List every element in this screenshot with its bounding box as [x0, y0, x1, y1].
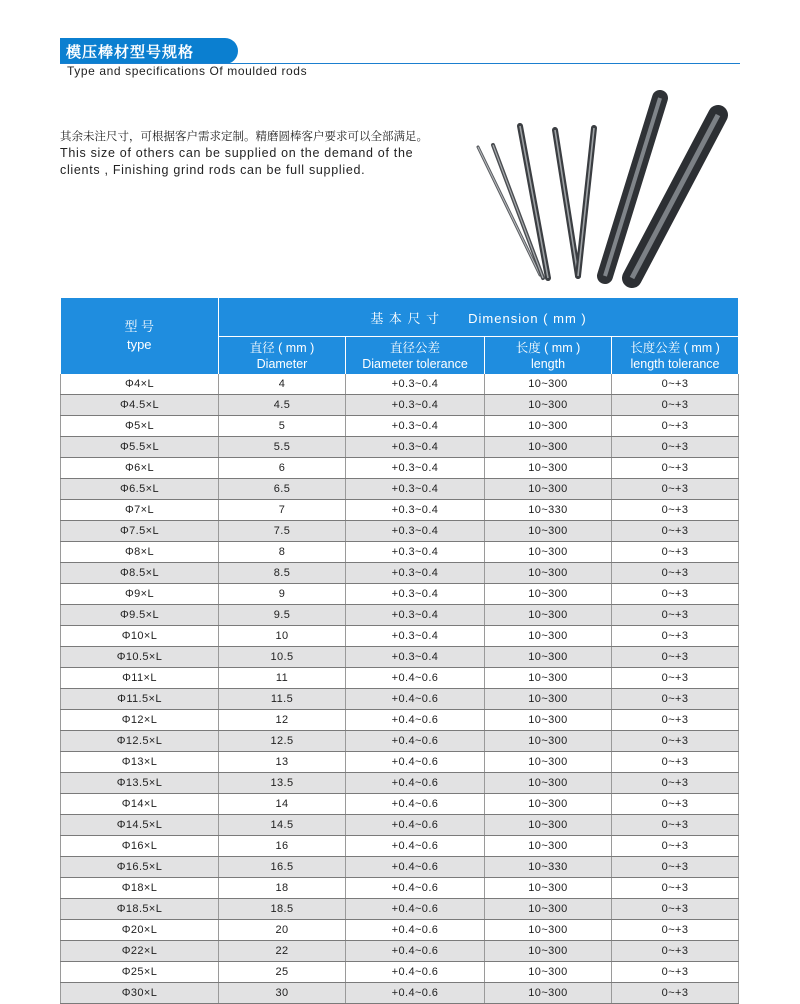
- cell-length: 10~300: [485, 521, 612, 542]
- dimension-header: 基 本 尺 寸 Dimension ( mm ): [219, 298, 739, 337]
- cell-type: Φ25×L: [61, 962, 219, 983]
- cell-diameter-tolerance: +0.4~0.6: [346, 878, 485, 899]
- cell-length-tolerance: 0~+3: [612, 941, 739, 962]
- cell-length-tolerance: 0~+3: [612, 668, 739, 689]
- cell-length-tolerance: 0~+3: [612, 689, 739, 710]
- col-header-en: length: [530, 356, 566, 371]
- cell-type: Φ8×L: [61, 542, 219, 563]
- table-row: [61, 521, 739, 542]
- col-header-diameter: [219, 337, 346, 375]
- cell-length: 10~300: [485, 395, 612, 416]
- carbide-rods-image: [460, 90, 750, 290]
- cell-length: 10~330: [485, 500, 612, 521]
- cell-diameter-tolerance: +0.3~0.4: [346, 437, 485, 458]
- cell-diameter: 6: [219, 458, 346, 479]
- cell-type: Φ18.5×L: [61, 899, 219, 920]
- cell-length-tolerance: 0~+3: [612, 479, 739, 500]
- cell-length: 10~300: [485, 437, 612, 458]
- cell-type: Φ9.5×L: [61, 605, 219, 626]
- cell-length: 10~300: [485, 626, 612, 647]
- table-row: [61, 374, 739, 395]
- cell-length-tolerance: 0~+3: [612, 626, 739, 647]
- cell-length-tolerance: 0~+3: [612, 815, 739, 836]
- cell-length: 10~300: [485, 668, 612, 689]
- cell-diameter-tolerance: +0.4~0.6: [346, 752, 485, 773]
- cell-diameter-tolerance: +0.3~0.4: [346, 521, 485, 542]
- cell-length-tolerance: 0~+3: [612, 395, 739, 416]
- col-header-length: [485, 337, 612, 375]
- table-row: [61, 857, 739, 878]
- cell-diameter-tolerance: +0.4~0.6: [346, 815, 485, 836]
- table-row: [61, 647, 739, 668]
- cell-length-tolerance: 0~+3: [612, 899, 739, 920]
- cell-type: Φ11.5×L: [61, 689, 219, 710]
- cell-type: Φ10.5×L: [61, 647, 219, 668]
- cell-diameter: 11.5: [219, 689, 346, 710]
- cell-diameter-tolerance: +0.4~0.6: [346, 710, 485, 731]
- cell-diameter-tolerance: +0.3~0.4: [346, 458, 485, 479]
- cell-type: Φ14.5×L: [61, 815, 219, 836]
- cell-diameter: 20: [219, 920, 346, 941]
- table-row: [61, 458, 739, 479]
- cell-diameter: 12.5: [219, 731, 346, 752]
- col-header-diameter-tolerance: [346, 337, 485, 375]
- cell-diameter-tolerance: +0.3~0.4: [346, 647, 485, 668]
- cell-length: 10~300: [485, 878, 612, 899]
- cell-type: Φ16.5×L: [61, 857, 219, 878]
- cell-diameter: 11: [219, 668, 346, 689]
- cell-type: Φ9×L: [61, 584, 219, 605]
- cell-diameter: 9: [219, 584, 346, 605]
- col-header-en: Diameter tolerance: [362, 356, 468, 371]
- cell-length-tolerance: 0~+3: [612, 458, 739, 479]
- cell-diameter: 4: [219, 374, 346, 395]
- table-row: [61, 836, 739, 857]
- table-row: [61, 878, 739, 899]
- cell-length: 10~300: [485, 899, 612, 920]
- cell-length: 10~300: [485, 542, 612, 563]
- cell-diameter-tolerance: +0.4~0.6: [346, 962, 485, 983]
- cell-length-tolerance: 0~+3: [612, 773, 739, 794]
- table-row: [61, 731, 739, 752]
- col-header-cn: 长度公差 ( mm ): [630, 340, 720, 355]
- cell-type: Φ4.5×L: [61, 395, 219, 416]
- cell-diameter-tolerance: +0.4~0.6: [346, 983, 485, 1004]
- cell-type: Φ14×L: [61, 794, 219, 815]
- cell-diameter-tolerance: +0.4~0.6: [346, 668, 485, 689]
- cell-length: 10~300: [485, 584, 612, 605]
- cell-diameter-tolerance: +0.4~0.6: [346, 899, 485, 920]
- table-row: [61, 899, 739, 920]
- cell-length-tolerance: 0~+3: [612, 374, 739, 395]
- table-row: [61, 710, 739, 731]
- cell-diameter-tolerance: +0.4~0.6: [346, 836, 485, 857]
- table-row: [61, 563, 739, 584]
- table-row: [61, 668, 739, 689]
- cell-type: Φ12.5×L: [61, 731, 219, 752]
- cell-length-tolerance: 0~+3: [612, 731, 739, 752]
- cell-diameter: 10.5: [219, 647, 346, 668]
- cell-length-tolerance: 0~+3: [612, 710, 739, 731]
- col-header-en: length tolerance: [630, 356, 720, 371]
- cell-length-tolerance: 0~+3: [612, 521, 739, 542]
- cell-diameter: 13: [219, 752, 346, 773]
- cell-diameter: 16.5: [219, 857, 346, 878]
- cell-diameter: 25: [219, 962, 346, 983]
- cell-diameter-tolerance: +0.3~0.4: [346, 374, 485, 395]
- cell-diameter: 18: [219, 878, 346, 899]
- cell-diameter: 9.5: [219, 605, 346, 626]
- cell-diameter-tolerance: +0.4~0.6: [346, 689, 485, 710]
- cell-type: Φ7.5×L: [61, 521, 219, 542]
- cell-length-tolerance: 0~+3: [612, 563, 739, 584]
- cell-type: Φ13.5×L: [61, 773, 219, 794]
- cell-diameter-tolerance: +0.4~0.6: [346, 941, 485, 962]
- rod-spec-table: [60, 298, 739, 1004]
- cell-length-tolerance: 0~+3: [612, 437, 739, 458]
- cell-length-tolerance: 0~+3: [612, 920, 739, 941]
- col-header-cn: 直径 ( mm ): [249, 340, 315, 355]
- table-row: [61, 983, 739, 1004]
- cell-type: Φ20×L: [61, 920, 219, 941]
- table-row: [61, 479, 739, 500]
- cell-type: Φ8.5×L: [61, 563, 219, 584]
- cell-diameter: 7.5: [219, 521, 346, 542]
- cell-length-tolerance: 0~+3: [612, 983, 739, 1004]
- table-row: [61, 689, 739, 710]
- table-row: [61, 605, 739, 626]
- cell-diameter: 14: [219, 794, 346, 815]
- cell-length: 10~300: [485, 458, 612, 479]
- table-row: [61, 395, 739, 416]
- cell-length: 10~300: [485, 689, 612, 710]
- col-header-cn: 长度 ( mm ): [515, 340, 581, 355]
- col-header-length-tolerance: [612, 337, 739, 375]
- table-row: [61, 584, 739, 605]
- cell-length: 10~300: [485, 794, 612, 815]
- cell-diameter-tolerance: +0.4~0.6: [346, 731, 485, 752]
- section-title-en: Type and specifications Of moulded rods: [67, 64, 308, 78]
- cell-length: 10~300: [485, 920, 612, 941]
- cell-length-tolerance: 0~+3: [612, 416, 739, 437]
- cell-length: 10~300: [485, 647, 612, 668]
- cell-diameter-tolerance: +0.3~0.4: [346, 605, 485, 626]
- table-row: [61, 437, 739, 458]
- cell-type: Φ22×L: [61, 941, 219, 962]
- cell-diameter: 4.5: [219, 395, 346, 416]
- cell-length-tolerance: 0~+3: [612, 878, 739, 899]
- cell-length-tolerance: 0~+3: [612, 500, 739, 521]
- section-title-tab: [60, 38, 238, 64]
- cell-length: 10~300: [485, 815, 612, 836]
- cell-type: Φ6.5×L: [61, 479, 219, 500]
- table-row: [61, 542, 739, 563]
- table-row: [61, 815, 739, 836]
- table-body: [61, 374, 739, 1004]
- cell-diameter-tolerance: +0.3~0.4: [346, 395, 485, 416]
- cell-length: 10~330: [485, 857, 612, 878]
- cell-type: Φ30×L: [61, 983, 219, 1004]
- cell-length: 10~300: [485, 941, 612, 962]
- cell-length-tolerance: 0~+3: [612, 752, 739, 773]
- cell-diameter-tolerance: +0.4~0.6: [346, 857, 485, 878]
- cell-length: 10~300: [485, 983, 612, 1004]
- cell-diameter: 18.5: [219, 899, 346, 920]
- cell-type: Φ5×L: [61, 416, 219, 437]
- intro-text: [60, 128, 430, 179]
- cell-length-tolerance: 0~+3: [612, 605, 739, 626]
- cell-diameter: 22: [219, 941, 346, 962]
- cell-length: 10~300: [485, 710, 612, 731]
- section-title-cn: 模压棒材型号规格: [66, 43, 195, 61]
- table-row: [61, 920, 739, 941]
- cell-diameter-tolerance: +0.3~0.4: [346, 500, 485, 521]
- table-row: [61, 500, 739, 521]
- table-row: [61, 773, 739, 794]
- cell-type: Φ5.5×L: [61, 437, 219, 458]
- cell-diameter: 30: [219, 983, 346, 1004]
- cell-type: Φ16×L: [61, 836, 219, 857]
- cell-length: 10~300: [485, 731, 612, 752]
- type-header-cn: 型 号: [124, 319, 155, 334]
- cell-diameter: 16: [219, 836, 346, 857]
- cell-length-tolerance: 0~+3: [612, 542, 739, 563]
- col-header-cn: 直径公差: [389, 340, 440, 355]
- cell-type: Φ11×L: [61, 668, 219, 689]
- cell-type: Φ12×L: [61, 710, 219, 731]
- cell-diameter-tolerance: +0.4~0.6: [346, 773, 485, 794]
- cell-length: 10~300: [485, 479, 612, 500]
- cell-diameter-tolerance: +0.4~0.6: [346, 920, 485, 941]
- type-header: [61, 298, 219, 374]
- cell-length-tolerance: 0~+3: [612, 857, 739, 878]
- intro-en: This size of others can be supplied on the demand of the clients , Finishing grind rods can be full supplied.: [60, 146, 414, 177]
- table-row: [61, 752, 739, 773]
- cell-diameter-tolerance: +0.3~0.4: [346, 416, 485, 437]
- cell-diameter: 8: [219, 542, 346, 563]
- cell-diameter: 12: [219, 710, 346, 731]
- cell-type: Φ6×L: [61, 458, 219, 479]
- type-header-en: type: [126, 337, 152, 352]
- cell-length: 10~300: [485, 836, 612, 857]
- cell-type: Φ13×L: [61, 752, 219, 773]
- cell-diameter: 7: [219, 500, 346, 521]
- cell-diameter-tolerance: +0.3~0.4: [346, 542, 485, 563]
- cell-length-tolerance: 0~+3: [612, 794, 739, 815]
- cell-diameter-tolerance: +0.3~0.4: [346, 479, 485, 500]
- cell-diameter: 6.5: [219, 479, 346, 500]
- table-row: [61, 941, 739, 962]
- cell-diameter: 10: [219, 626, 346, 647]
- cell-length: 10~300: [485, 416, 612, 437]
- cell-type: Φ7×L: [61, 500, 219, 521]
- cell-diameter-tolerance: +0.3~0.4: [346, 563, 485, 584]
- cell-type: Φ10×L: [61, 626, 219, 647]
- cell-diameter: 5: [219, 416, 346, 437]
- cell-length-tolerance: 0~+3: [612, 647, 739, 668]
- cell-diameter: 13.5: [219, 773, 346, 794]
- table-row: [61, 416, 739, 437]
- cell-diameter-tolerance: +0.3~0.4: [346, 626, 485, 647]
- cell-diameter: 14.5: [219, 815, 346, 836]
- cell-length: 10~300: [485, 773, 612, 794]
- cell-diameter: 8.5: [219, 563, 346, 584]
- col-header-en: Diameter: [256, 356, 308, 371]
- cell-length-tolerance: 0~+3: [612, 836, 739, 857]
- cell-length: 10~300: [485, 962, 612, 983]
- cell-type: Φ4×L: [61, 374, 219, 395]
- cell-length: 10~300: [485, 605, 612, 626]
- cell-length-tolerance: 0~+3: [612, 584, 739, 605]
- cell-diameter: 5.5: [219, 437, 346, 458]
- cell-diameter-tolerance: +0.4~0.6: [346, 794, 485, 815]
- cell-length-tolerance: 0~+3: [612, 962, 739, 983]
- cell-length: 10~300: [485, 563, 612, 584]
- cell-diameter-tolerance: +0.3~0.4: [346, 584, 485, 605]
- table-row: [61, 794, 739, 815]
- table-row: [61, 626, 739, 647]
- cell-length: 10~300: [485, 374, 612, 395]
- cell-length: 10~300: [485, 752, 612, 773]
- intro-cn: 其余未注尺寸，可根据客户需求定制。精磨圆棒客户要求可以全部满足。: [60, 129, 428, 143]
- cell-type: Φ18×L: [61, 878, 219, 899]
- table-row: [61, 962, 739, 983]
